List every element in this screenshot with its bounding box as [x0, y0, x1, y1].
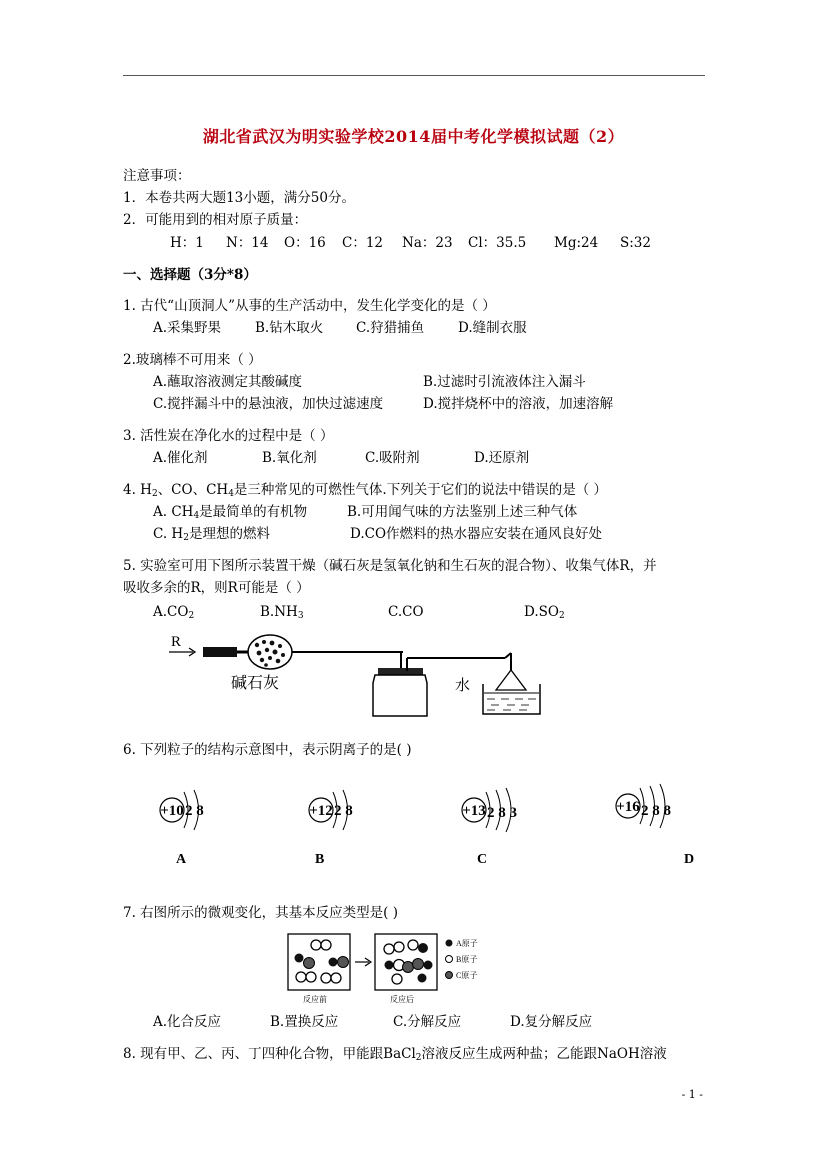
- label-after-reaction: 反应后: [390, 995, 414, 1004]
- figure-label-soda-lime: 碱石灰: [231, 675, 280, 692]
- q1-option-a: A.采集野果: [153, 320, 222, 336]
- legend-c-atom: C原子: [456, 971, 478, 980]
- q3-option-c: C.吸附剂: [365, 450, 420, 466]
- q1-option-c: C.狩猎捕鱼: [356, 320, 425, 336]
- mass-c: C：12: [342, 235, 384, 251]
- figure-label-r: R: [171, 634, 182, 650]
- q2-option-c: C.搅拌漏斗中的悬浊液，加快过滤速度: [153, 396, 384, 412]
- atom-diagram-d: [606, 776, 696, 844]
- atom-label-c: C: [477, 852, 488, 867]
- micro-reaction-figure: [285, 930, 510, 1005]
- notice-heading: 注意事项：: [123, 168, 191, 184]
- q1-option-b: B.钻木取火: [255, 320, 324, 336]
- atom-label-d: D: [684, 852, 695, 867]
- q1-stem: 1. 古代“山顶洞人”从事的生产活动中，发生化学变化的是（ ）: [123, 298, 496, 314]
- legend-a-atom: A原子: [456, 939, 478, 948]
- mass-s: S:32: [620, 235, 651, 251]
- electron-shells: 2 8: [185, 803, 204, 819]
- nucleus-charge: +10: [160, 803, 184, 819]
- q3-option-b: B.氧化剂: [262, 450, 317, 466]
- notice-item-2: 2．可能用到的相对原子质量：: [123, 212, 308, 228]
- page-number: - 1 -: [681, 1088, 703, 1101]
- q4-option-b: B.可用闻气味的方法鉴别上述三种气体: [347, 504, 578, 520]
- figure-label-water: 水: [455, 678, 471, 694]
- q7-option-d: D.复分解反应: [510, 1014, 593, 1030]
- mass-cl: Cl：35.5: [468, 235, 527, 251]
- notice-item-1: 1．本卷共两大题13小题，满分50分。: [123, 190, 355, 206]
- q7-option-b: B.置换反应: [270, 1014, 339, 1030]
- legend-b-atom: B原子: [456, 955, 478, 964]
- q4-option-d: D.CO作燃料的热水器应安装在通风良好处: [350, 526, 603, 542]
- q1-option-d: D.缝制衣服: [458, 320, 527, 336]
- nucleus-charge: +16: [616, 799, 640, 815]
- electron-shells: 2 8: [334, 803, 353, 819]
- mass-mg: Mg:24: [554, 235, 599, 251]
- q5-option-a: $A.CO_2$: [153, 604, 195, 621]
- atom-diagram-b: [299, 782, 389, 846]
- mass-o: O：16: [284, 235, 326, 251]
- q4-stem: 4. $H_2$、CO、$CH_4$是三种常见的可燃性气体.下列关于它们的说法中错误的是（ ）: [123, 482, 608, 499]
- mass-na: Na：23: [402, 235, 453, 251]
- mass-h: H：1: [170, 235, 204, 251]
- q8-stem: 8. 现有甲、乙、丙、丁四种化合物，甲能跟BaCl$_2$溶液反应生成两种盐；乙能跟NaOH溶液: [123, 1046, 667, 1063]
- q2-option-b: B.过滤时引流液体注入漏斗: [423, 374, 586, 390]
- q2-option-a: A.蘸取溶液测定其酸碱度: [153, 374, 303, 390]
- q4-option-c: C. $H_2$是理想的燃料: [153, 526, 270, 543]
- q7-option-a: A.化合反应: [153, 1014, 222, 1030]
- q6-stem: 6. 下列粒子的结构示意图中，表示阴离子的是( ): [123, 742, 412, 758]
- electron-shells: 2 8 3: [487, 805, 517, 821]
- nucleus-charge: +13: [462, 803, 486, 819]
- q3-option-a: A.催化剂: [153, 450, 208, 466]
- q2-stem: 2.玻璃棒不可用来（ ）: [123, 352, 262, 368]
- atom-label-a: A: [176, 852, 187, 867]
- q5-option-d: $D.SO_2$: [524, 604, 565, 621]
- q5-option-c: C.CO: [388, 604, 424, 620]
- q7-option-c: C.分解反应: [393, 1014, 462, 1030]
- mass-n: N：14: [226, 235, 269, 251]
- header-rule: [123, 75, 705, 76]
- q3-option-d: D.还原剂: [474, 450, 530, 466]
- nucleus-charge: +12: [309, 803, 333, 819]
- atom-diagram-c: [452, 782, 542, 846]
- page-title: 湖北省武汉为明实验学校2014届中考化学模拟试题（2）: [202, 127, 625, 146]
- label-before-reaction: 反应前: [303, 995, 327, 1004]
- gas-drying-apparatus-figure: [165, 628, 585, 723]
- q4-option-a: A. $CH_4$是最简单的有机物: [153, 504, 308, 521]
- atom-diagram-a: [150, 782, 240, 846]
- section-heading: 一、选择题（3分*8）: [123, 267, 257, 283]
- electron-shells: 2 8 8: [641, 803, 671, 819]
- q7-stem: 7. 右图所示的微观变化，其基本反应类型是( ): [123, 905, 398, 921]
- q2-option-d: D.搅拌烧杯中的溶液，加速溶解: [423, 396, 614, 412]
- q5-option-b: $B.NH_3$: [260, 604, 304, 621]
- q5-stem-line1: 5. 实验室可用下图所示装置干燥（碱石灰是氢氧化钠和生石灰的混合物）、收集气体R，并: [123, 558, 657, 574]
- q5-stem-line2: 吸收多余的R，则R可能是（ ）: [123, 580, 310, 596]
- atom-label-b: B: [315, 852, 325, 867]
- q3-stem: 3. 活性炭在净化水的过程中是（ ）: [123, 428, 334, 444]
